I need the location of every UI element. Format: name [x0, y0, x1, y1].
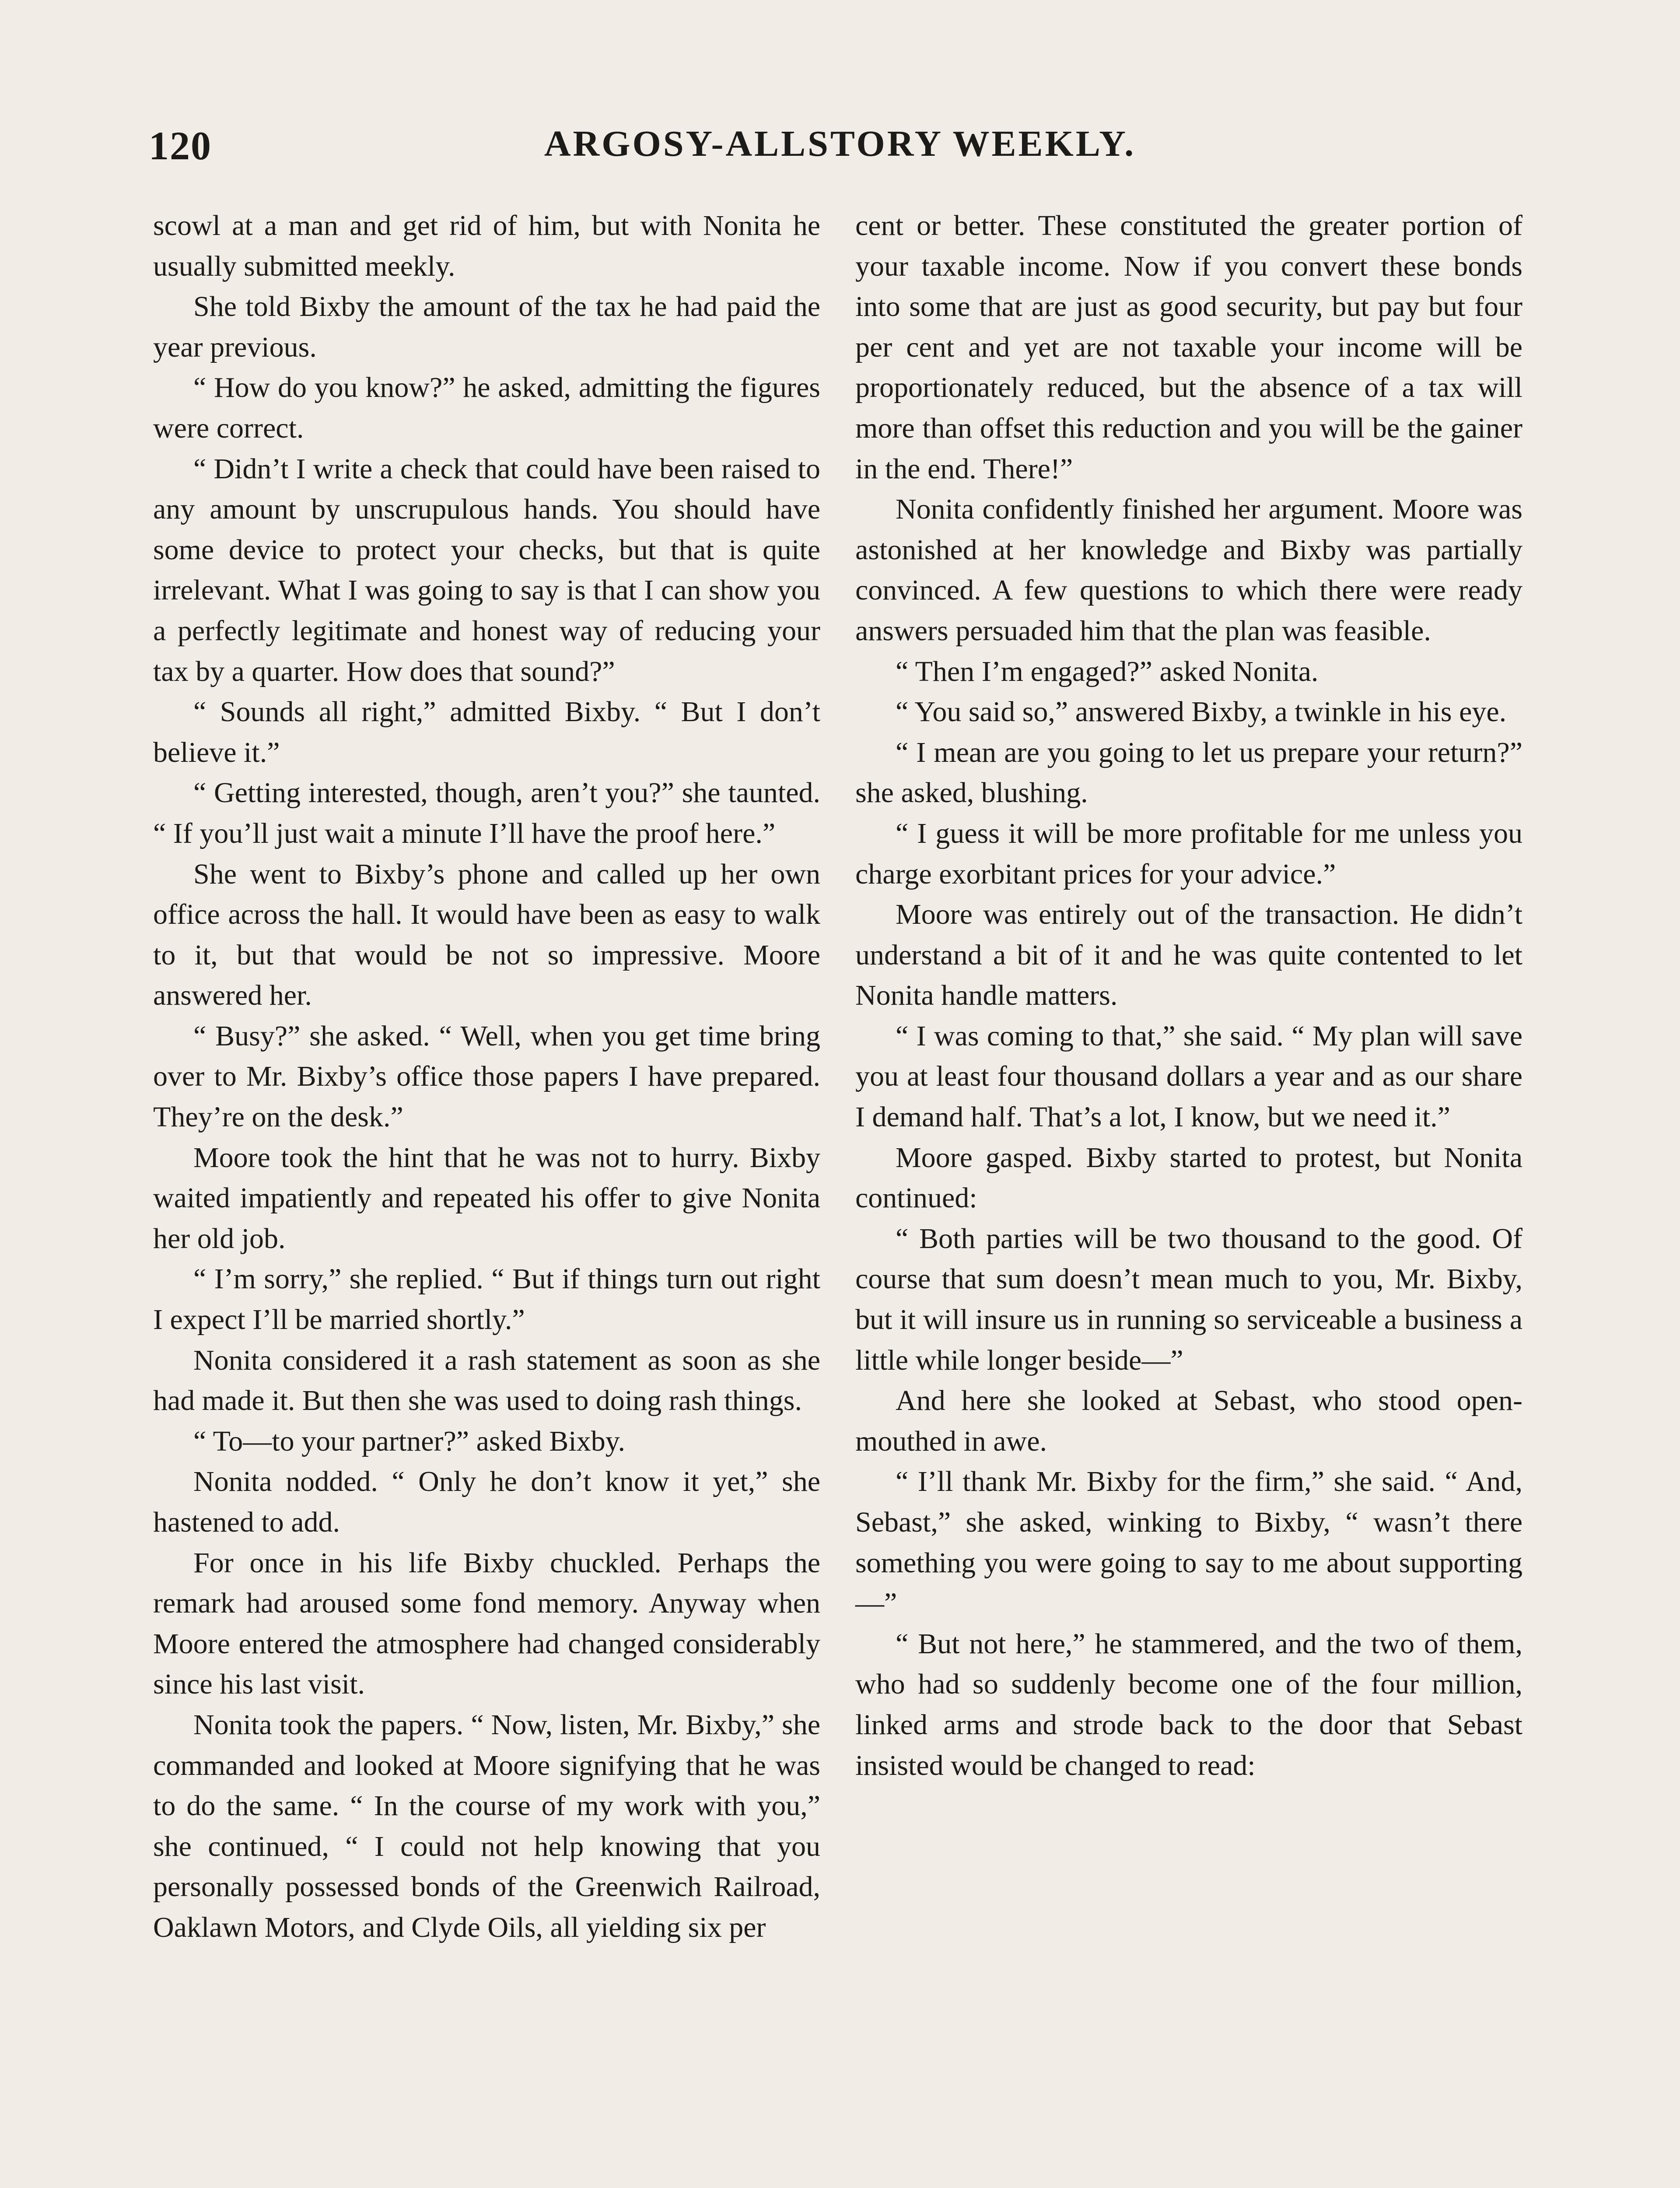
page-header [149, 123, 1531, 179]
paragraph: Moore was entirely out of the transaction. He didn’t understand a bit of it and he was quite contented to let Nonita handle matters. [855, 898, 1522, 1012]
paragraph: scowl at a man and get rid of him, but with Nonita he usually submitted meekly. [153, 210, 820, 282]
page-number: 120 [149, 123, 212, 168]
paragraph: She told Bixby the amount of the tax he had paid the year previous. [153, 291, 820, 363]
left-column [153, 206, 820, 1948]
paragraph: And here she looked at Sebast, who stood open-mouthed in awe. [855, 1385, 1522, 1457]
paragraph: Moore gasped. Bixby started to protest, but Nonita continued: [855, 1141, 1522, 1214]
paragraph: “ I’m sorry,” she replied. “ But if things turn out right I expect I’ll be married shortly.” [153, 1263, 820, 1336]
paragraph: For once in his life Bixby chuckled. Perhaps the remark had aroused some fond memory. Anyway when Moore entered the atmosphere had changed considerably since his last visit. [153, 1546, 820, 1701]
paragraph: Nonita considered it a rash statement as soon as she had made it. But then she was used to doing rash things. [153, 1344, 820, 1417]
paragraph: Nonita took the papers. “ Now, listen, Mr. Bixby,” she commanded and looked at Moore signifying that he was to do the same. “ In the course of my work with you,” she continued, “ I could not help knowing that you personally possessed bonds of the Greenwich Railroad, Oaklawn Motors, and Clyde Oils, all yielding six per [153, 1708, 820, 1943]
paragraph: She went to Bixby’s phone and called up her own office across the hall. It would have been as easy to walk to it, but that would be not so impressive. Moore answered her. [153, 858, 820, 1012]
paragraph: “ I was coming to that,” she said. “ My plan will save you at least four thousand dollars a year and as our share I demand half. That’s a lot, I know, but we need it.” [855, 1020, 1522, 1133]
paragraph: “ I mean are you going to let us prepare your return?” she asked, blushing. [855, 736, 1522, 809]
paragraph: “ Both parties will be two thousand to the good. Of course that sum doesn’t mean much to you, Mr. Bixby, but it will insure us in running so serviceable a business a little while longer beside—” [855, 1222, 1522, 1376]
paragraph: Nonita confidently finished her argument. Moore was astonished at her knowledge and Bixby was partially convinced. A few questions to which there were ready answers persuaded him that the plan was feasible. [855, 493, 1522, 647]
paragraph: “ You said so,” answered Bixby, a twinkle in his eye. [896, 696, 1507, 728]
running-title: ARGOSY-ALLSTORY WEEKLY. [544, 123, 1136, 164]
paragraph: “ I’ll thank Mr. Bixby for the firm,” she said. “ And, Sebast,” she asked, winking to Bixby, “ wasn’t there something you were going to say to me about supporting—” [855, 1466, 1522, 1620]
paragraph: Moore took the hint that he was not to hurry. Bixby waited impatiently and repeated his offer to give Nonita her old job. [153, 1141, 820, 1255]
paragraph: “ Then I’m engaged?” asked Nonita. [896, 655, 1319, 687]
paragraph: “ Busy?” she asked. “ Well, when you get time bring over to Mr. Bixby’s office those papers I have prepared. They’re on the desk.” [153, 1020, 820, 1133]
paragraph: “ Getting interested, though, aren’t you?” she taunted. “ If you’ll just wait a minute I’ll have the proof here.” [153, 777, 820, 849]
paragraph: “ Didn’t I write a check that could have been raised to any amount by unscrupulous hands. You should have some device to protect your checks, but that is quite irrelevant. What I was going to say is that I can show you a perfectly legitimate and honest way of reducing your tax by a quarter. How does that sound?” [153, 452, 820, 687]
paragraph: “ How do you know?” he asked, admitting the figures were correct. [153, 372, 820, 444]
paragraph: Nonita nodded. “ Only he don’t know it yet,” she hastened to add. [153, 1466, 820, 1538]
paragraph: “ I guess it will be more profitable for me unless you charge exorbitant prices for your advice.” [855, 817, 1522, 890]
right-column [855, 206, 1522, 1786]
paragraph: “ But not here,” he stammered, and the two of them, who had so suddenly become one of the four million, linked arms and strode back to the door that Sebast insisted would be changed to read: [855, 1627, 1522, 1781]
paragraph: “ To—to your partner?” asked Bixby. [193, 1425, 625, 1457]
paragraph: “ Sounds all right,” admitted Bixby. “ But I don’t believe it.” [153, 696, 820, 768]
paragraph: cent or better. These constituted the greater portion of your taxable income. Now if you convert these bonds into some that are just as good security, but pay but four per cent and yet are not taxable your income will be proportionately reduced, but the absence of a tax will more than offset this reduction and you will be the gainer in the end. There!” [855, 210, 1522, 485]
